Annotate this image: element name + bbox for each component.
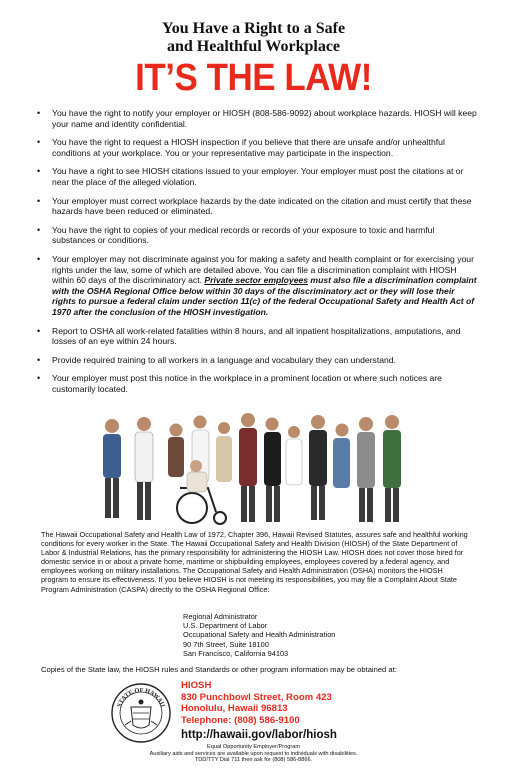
list-item: • You have the right to copies of your medical records or records of your exposure to toxic and harmful substances or conditions. xyxy=(37,225,477,246)
address-line: U.S. Department of Labor xyxy=(183,621,268,631)
contact-name: HIOSH xyxy=(181,680,212,691)
contact-phone: Telephone: (808) 586-9100 xyxy=(181,714,300,726)
wheelchair xyxy=(177,488,226,524)
state-seal-icon xyxy=(111,683,171,743)
address-line: Regional Administrator xyxy=(183,612,258,621)
contact-street: 830 Punchbowl Street, Room 423 xyxy=(181,691,332,703)
worker-figures xyxy=(103,413,401,524)
copies-note: Copies of the State law, the HIOSH rules and Standards or other program information may be obtained at: xyxy=(41,665,397,674)
seal-lettering: STATE OF HAWAII xyxy=(115,686,167,709)
list-item: • Provide required training to all workers in a language and vocabulary they can understand. xyxy=(37,355,477,366)
hiosh-law-intro: The Hawaii Occupational Safety and Health Law of 1972, Chapter 396, Hawaii Revised Statutes, assures safe and healthful working conditions for every worker in the State. The Hawaii Occupational Safety and Health Division (HIOSH) of the State Department of Labor & Industrial Relations, has the primary responsibility for administering the HIOSH Law. HIOSH does not cover those hired for domestic service in or about a private home, maritime or shipbuilding employees, employees covered by a federal agency, and employees working on military installations. The Occupational Safety and Health Administration (OSHA) monitors the HIOSH program to ensure its effectiveness. If you believe HIOSH is not meeting its responsibilities, you may file a Complaint About State Program Administration (CASPA) directly to the OSHA Regional Office: xyxy=(41,530,468,594)
hiosh-contact xyxy=(181,680,401,726)
footer-line: TDD/TTY Dial 711 then ask for (808) 586-8866. xyxy=(194,757,313,764)
list-item: • Your employer must post this notice in the workplace in a prominent location or where such notices are customarily located. xyxy=(37,373,477,394)
seated-worker xyxy=(190,460,202,472)
list-item: • You have the right to notify your employer or HIOSH (808-586-9092) about workplace hazards. HIOSH will keep your name and identity confidential. xyxy=(37,108,477,129)
discrimination-text: Your employer may not discriminate against you for making a safety and health complaint or for exercising your rights under the law, some of which are detailed above. You can file a discrimination complaint with HIOSH within 60 days of the discriminatory act. xyxy=(52,253,474,286)
footer-line: Equal Opportunity Employer/Program xyxy=(207,744,300,750)
address-line: San Francisco, California 94103 xyxy=(183,648,289,658)
list-item: • Your employer must correct workplace hazards by the date indicated on the citation and must certify that these hazards have been reduced or eliminated. xyxy=(37,196,477,217)
its-the-law-heading: IT’S THE LAW! xyxy=(135,57,372,99)
list-item: • Report to OSHA all work-related fatalities within 8 hours, and all inpatient hospitalizations, amputations, and losses of an eye within 24 hours. xyxy=(37,326,477,347)
poster-title xyxy=(0,20,507,56)
list-item: • You have the right to request a HIOSH inspection if you believe that there are unsafe and/or unhealthful conditions at your workplace. You or your representative may participate in the inspection. xyxy=(37,137,477,158)
rights-list xyxy=(37,108,477,402)
discrimination-item xyxy=(37,254,477,318)
list-item: • You have a right to see HIOSH citations issued to your employer. Your employer must post the citations at or near the place of the alleged violation. xyxy=(37,166,477,187)
footer-line: Auxiliary aids and services are available upon request to individuals with disabilities. xyxy=(149,750,358,757)
hiosh-url-link[interactable]: http://hawaii.gov/labor/hiosh xyxy=(181,729,337,741)
footer-notice xyxy=(0,744,507,764)
contact-city: Honolulu, Hawaii 96813 xyxy=(181,703,288,715)
address-line: Occupational Safety and Health Administration xyxy=(183,630,336,640)
private-sector-underline: Private sector employees xyxy=(204,275,309,286)
title-line-1: You Have a Right to a Safe xyxy=(161,20,346,37)
workers-group-photo xyxy=(96,408,416,530)
discrimination-emphasis: must also file a discrimination complaint with the OSHA Regional Office below within 30 days of the discriminatory act or they will lose their rights to pursue a federal claim under section 11(c) of the federal Occupational Safety and Health Act of 1970 after the conclusion of the HIOSH investigation. xyxy=(52,275,477,317)
address-line: 90 7th Street, Suite 18100 xyxy=(183,639,269,649)
title-line-2: and Healthful Workplace xyxy=(166,38,341,55)
osha-regional-address xyxy=(183,612,423,658)
